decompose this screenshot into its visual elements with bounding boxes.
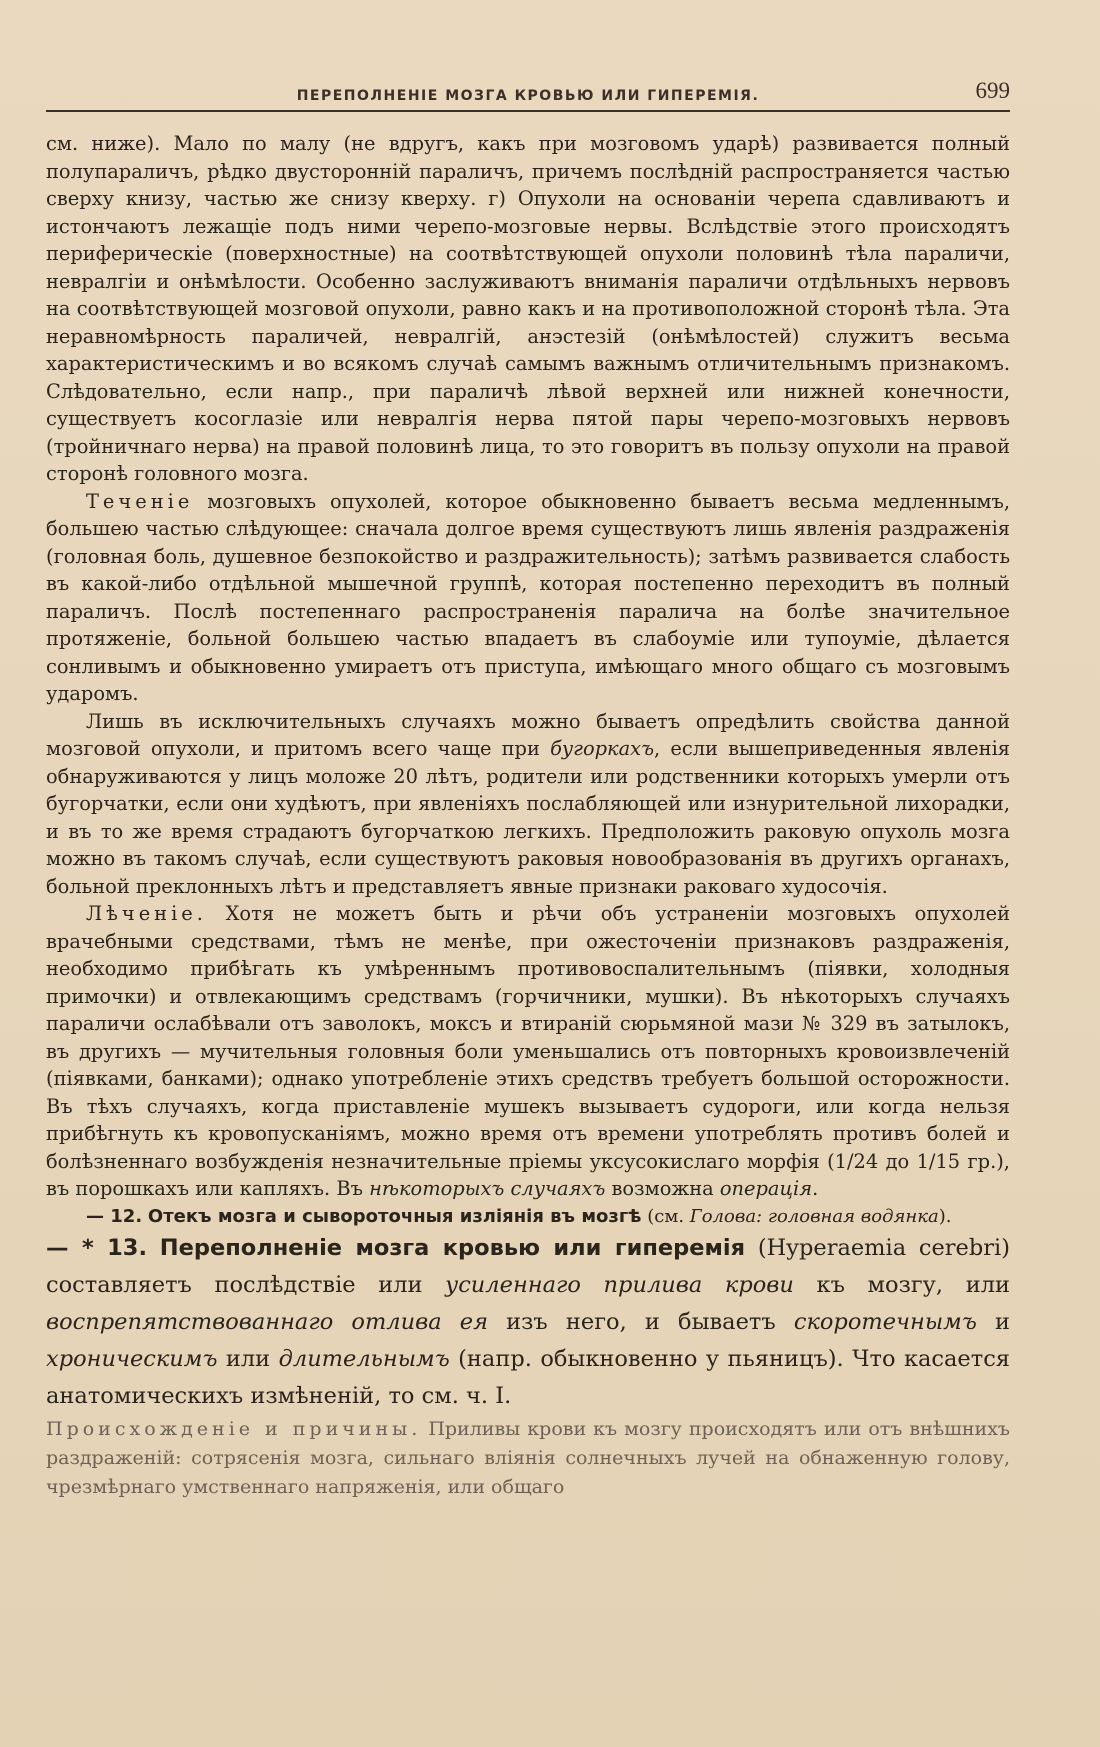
paragraph-course (46, 488, 1010, 708)
paragraph-symptoms (46, 130, 1010, 488)
paragraph-text: изъ него, и бываетъ (488, 1308, 794, 1335)
paragraph-text: мозговыхъ опухолей, которое обыкновенно бываетъ весьма медленнымъ, большею частью слѣдующее: сначала долгое время существуютъ лишь явленія раздраженія (головная боль, душевное безпокойство и раздражительность); затѣмъ развивается слабость въ какой-либо отдѣльной мышечной группѣ, которая постепенно переходитъ въ полный параличъ. Послѣ постепеннаго распространенія паралича на болѣе значительное протяженіе, больной большею частью впадаетъ въ слабоуміе или тупоуміе, дѣлается сонливымъ и обыкновенно умираетъ отъ приступа, имѣющаго много общаго съ мозговымъ ударомъ. (46, 489, 1010, 705)
paragraph-text: (Hyperaemia cerebri) составляетъ послѣдствіе или (46, 1234, 1011, 1298)
section-number: — * 13. (46, 1234, 148, 1261)
italic-term: операція (719, 1177, 813, 1200)
section-title: Переполненіе мозга кровью или гиперемія (159, 1234, 746, 1261)
running-title: ПЕРЕПОЛНЕНІЕ МОЗГА КРОВЬЮ ИЛИ ГИПЕРЕМІЯ. (296, 88, 760, 104)
spaced-heading: Теченіе (86, 489, 194, 513)
paragraph-text: возможна (605, 1177, 720, 1200)
section-12 (46, 1203, 1010, 1230)
paragraph-text: и (976, 1308, 1010, 1335)
page-number: 699 (975, 78, 1010, 103)
paragraph-text: . (812, 1177, 819, 1200)
section-title: Отекъ мозга и сывороточныя изліянія въ мозгѣ (147, 1205, 642, 1227)
paragraph-text: (напр. обыкновенно у пьяницъ). Что касается анатомическихъ измѣненій, то см. ч. I. (46, 1345, 1010, 1409)
paragraph-text: до (878, 1149, 917, 1173)
paragraph-treatment (46, 900, 1010, 1203)
paragraph-causes (46, 1415, 1010, 1502)
italic-term: бугоркахъ (550, 737, 655, 760)
section-13 (46, 1230, 1010, 1415)
paragraph-text: Хотя не можетъ быть и рѣчи объ устраненіи мозговыхъ опухолей врачебными средствами, тѣмъ не менѣе, при ожесточеніи признаковъ раздраженія, необходимо прибѣгать къ умѣреннымъ противовоспалительнымъ (піявки, холодныя примочки) и отвлекающимъ средствамъ (горчичники, мушки). Въ нѣкоторыхъ случаяхъ параличи ослабѣвали отъ заволокъ, моксъ и втираній сюрьмяной мази № 329 въ затылокъ, въ другихъ — мучительныя головныя боли уменьшались отъ повторныхъ кровоизвлеченій (піявками, банками); однако употребленіе этихъ средствъ требуетъ большой осторожности. Въ тѣхъ случаяхъ, когда приставленіе мушекъ вызываетъ судороги, или когда нельзя прибѣгнуть къ кровопусканіямъ, можно время отъ времени употреблять противъ болей и болѣзненнаго возбужденія незначительные пріемы уксусокислаго морфія ( (46, 902, 1010, 1173)
paragraph-text: къ мозгу, или (793, 1271, 1010, 1298)
body-text (46, 130, 1010, 1502)
paragraph-text: гр.), въ порошкахъ или капляхъ. Въ (46, 1149, 1010, 1200)
page-header (46, 70, 1010, 112)
italic-term: воспрепятствованнаго отлива ея (46, 1308, 488, 1335)
section-number: — 12. (86, 1205, 143, 1227)
paragraph-text: Приливы крови къ мозгу происходятъ или отъ внѣшнихъ раздраженій: сотрясенія мозга, сильнаго вліянія солнечныхъ лучей на обнаженную голову, чрезмѣрнаго умственнаго напряженія, или общаго (46, 1417, 1010, 1498)
fraction: 1/24 (834, 1149, 879, 1173)
paragraph-diagnosis (46, 708, 1010, 901)
italic-term: хроническимъ (46, 1345, 218, 1372)
paragraph-text: или (217, 1345, 279, 1372)
spaced-heading: Происхожденіе и причины. (46, 1417, 422, 1440)
paragraph-text: см. ниже). Мало по малу (не вдругъ, какъ при мозговомъ ударѣ) развивается полный полупараличъ, рѣдко двусторонній параличъ, причемъ послѣдній распространяется частью сверху книзу, частью же снизу кверху. г) Опухоли на основаніи черепа сдавливаютъ и истончаютъ лежащіе подъ ними черепо-мозговые нервы. Вслѣдствіе этого происходятъ периферическіе (поверхностные) на соотвѣтствующей опухоли половинѣ тѣла параличи, невралгіи и онѣмѣлости. Особенно заслуживаютъ вниманія параличи отдѣльныхъ нервовъ на соотвѣтствующей мозговой опухоли, равно какъ и на противоположной сторонѣ тѣла. Эта неравномѣрность параличей, невралгій, анэстезій (онѣмѣлостей) служитъ весьма характеристическимъ и во всякомъ случаѣ самымъ важнымъ отличительнымъ признакомъ. Слѣдовательно, если напр., при параличѣ лѣвой верхней или нижней конечности, существуетъ косоглазіе или невралгія нерва пятой пары черепо-мозговыхъ нервовъ (тройничнаго нерва) на правой половинѣ лица, то это говоритъ въ пользу опухоли на правой сторонѣ головного мозга. (46, 132, 1010, 485)
italic-term: скоротечнымъ (793, 1308, 977, 1335)
paragraph-text: Лишь въ исключительныхъ случаяхъ можно бываетъ опредѣлить свойства данной мозговой опухоли, и притомъ всего чаще при (46, 709, 1010, 760)
spaced-heading: Лѣченіе. (86, 902, 207, 925)
italic-term: нѣкоторыхъ случаяхъ (369, 1177, 606, 1200)
paragraph-text: ). (938, 1205, 952, 1227)
paragraph-text: , если вышеприведенныя явленія обнаруживаются у лицъ моложе 20 лѣтъ, родители или родственники которыхъ умерли отъ бугорчатки, если они худѣютъ, при явленіяхъ послабляющей или изнурительной лихорадки, и въ то же время страдаютъ бугорчаткою легкихъ. Предположить раковую опухоль мозга можно въ такомъ случаѣ, если существуютъ раковыя новообразованія въ другихъ органахъ, больной преклонныхъ лѣтъ и представляетъ явные признаки раковаго худосочія. (46, 737, 1010, 898)
paragraph-text: (см. (641, 1205, 690, 1227)
italic-term: длительнымъ (278, 1345, 450, 1372)
fraction: 1/15 (916, 1149, 961, 1173)
italic-term: усиленнаго прилива крови (445, 1271, 794, 1298)
cross-reference: Голова: головная водянка (689, 1205, 939, 1227)
